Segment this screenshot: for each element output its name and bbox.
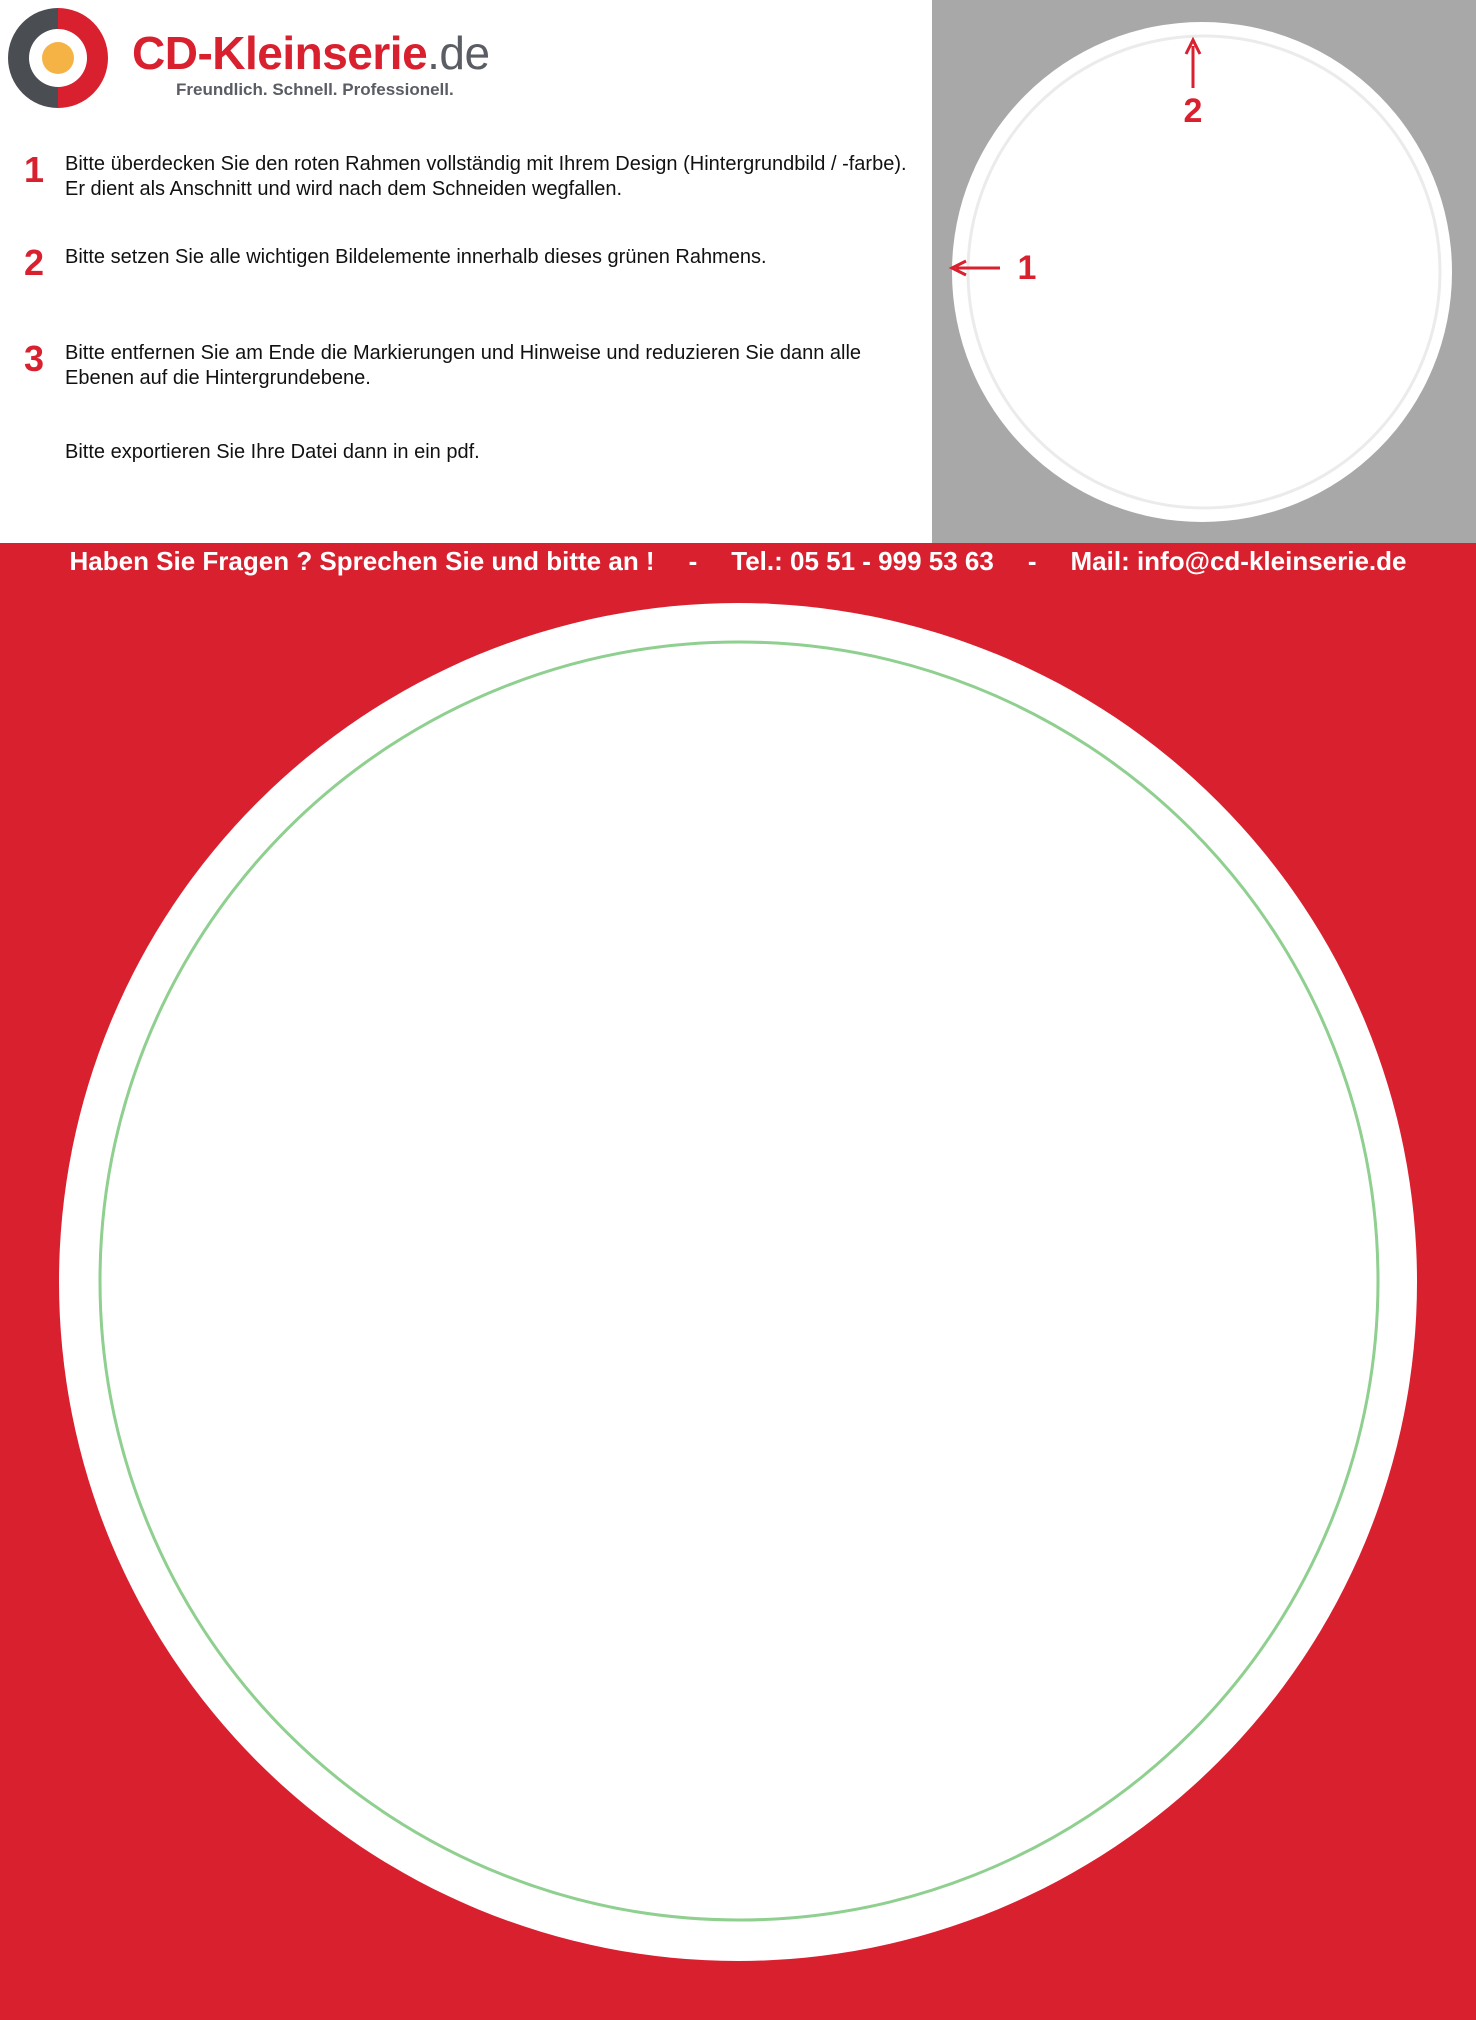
contact-mail[interactable]: Mail: info@cd-kleinserie.de	[1070, 545, 1407, 576]
logo-mark-icon	[8, 8, 108, 108]
cd-template	[0, 543, 1476, 2020]
step-text: Bitte entfernen Sie am Ende die Markierungen und Hinweise und reduzieren Sie dann alle Ebenen auf die Hintergrundebene.	[65, 342, 862, 389]
brand-tagline: Freundlich. Schnell. Professionell.	[176, 80, 454, 99]
preview-label-bleed: 1	[1017, 249, 1037, 287]
contact-separator: -	[688, 545, 698, 576]
instruction-1	[24, 149, 924, 212]
contact-bar	[0, 543, 1476, 579]
brand-name: CD-Kleinserie.de	[132, 27, 490, 79]
step-number: 3	[24, 338, 45, 379]
export-note	[24, 440, 924, 470]
step-number: 1	[24, 149, 45, 190]
contact-separator: -	[1027, 545, 1037, 576]
logo	[8, 8, 528, 112]
preview-label-safe: 2	[1183, 92, 1203, 130]
step-number: 2	[24, 242, 45, 283]
step-text: Bitte überdecken Sie den roten Rahmen vollständig mit Ihrem Design (Hintergrundbild / -farbe). Er dient als Anschnitt und wird nach dem Schneiden wegfallen.	[65, 153, 907, 200]
contact-question: Haben Sie Fragen ? Sprechen Sie und bitte an !	[69, 545, 655, 576]
instruction-3	[24, 338, 924, 401]
cd-disc	[59, 603, 1417, 1961]
contact-phone[interactable]: Tel.: 05 51 - 999 53 63	[731, 545, 994, 576]
instructions-panel	[0, 0, 932, 543]
preview-panel	[932, 0, 1476, 543]
preview-diagram	[932, 0, 1476, 543]
instruction-2	[24, 242, 924, 285]
step-text: Bitte setzen Sie alle wichtigen Bildelemente innerhalb dieses grünen Rahmens.	[65, 246, 767, 268]
export-note-text: Bitte exportieren Sie Ihre Datei dann in ein pdf.	[65, 441, 480, 463]
